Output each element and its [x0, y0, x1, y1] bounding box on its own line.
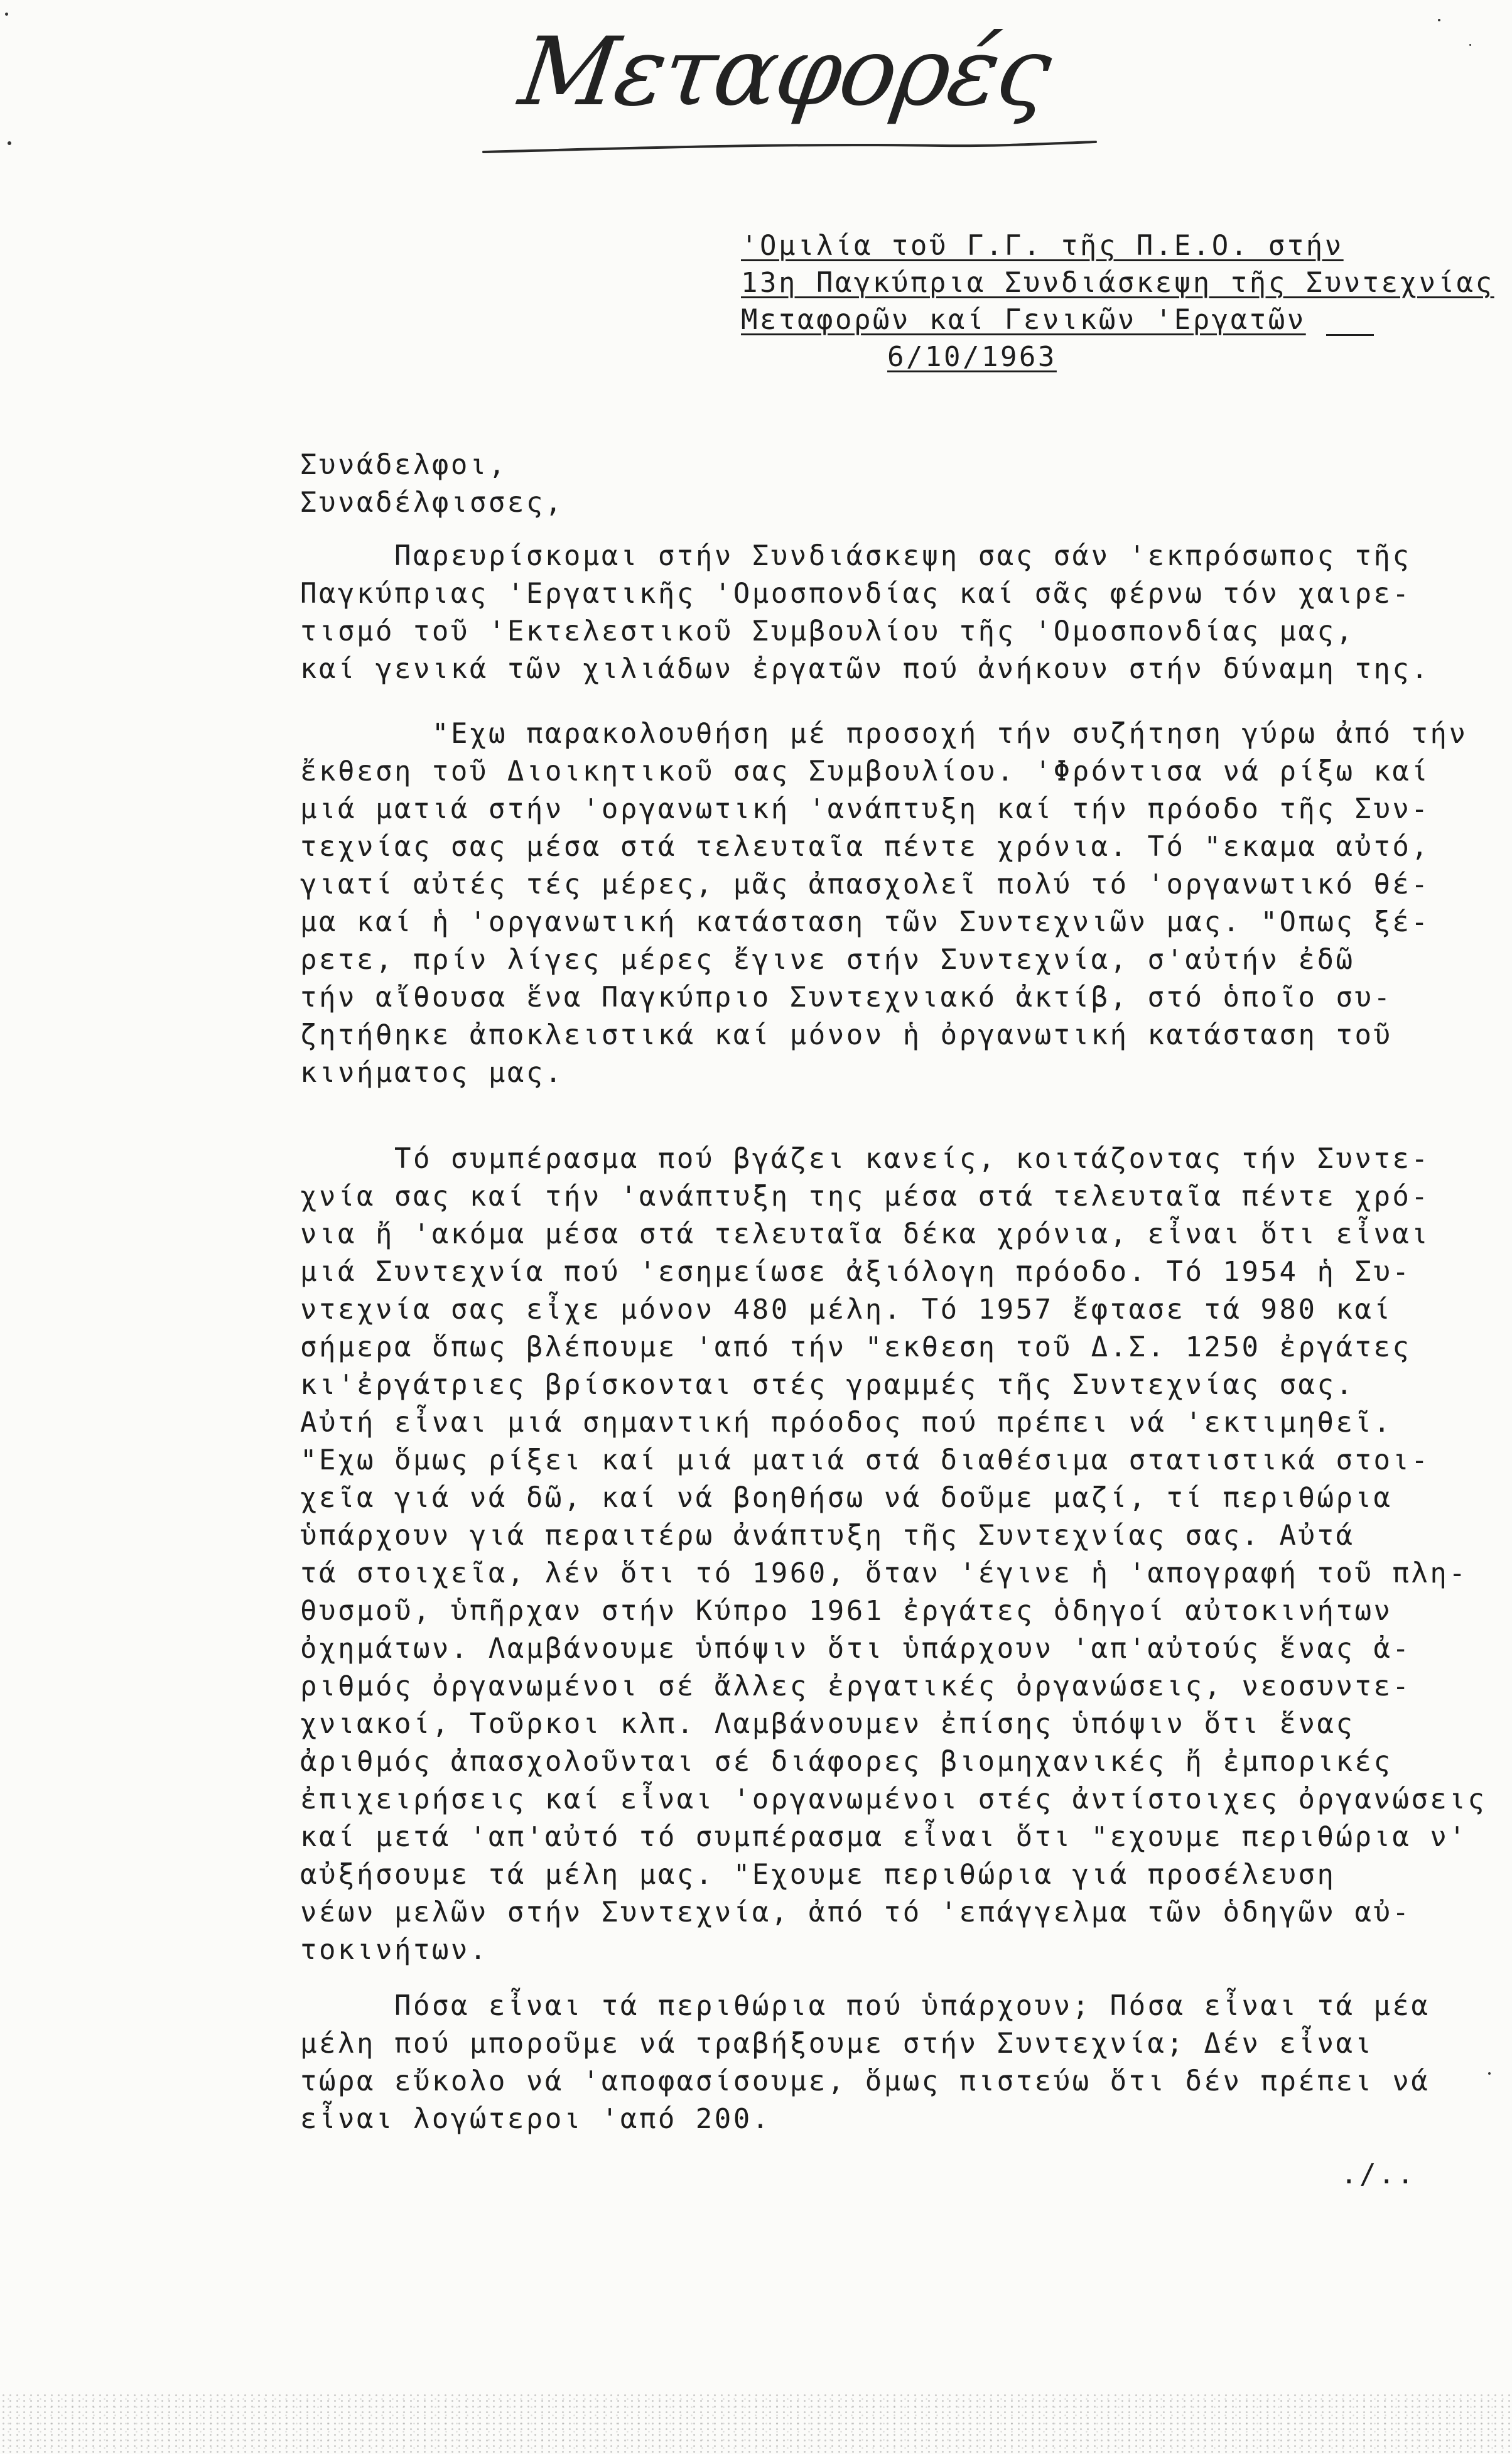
- text-line: "Εχω ὅμως ρίξει καί μιά ματιά στά διαθέσιμα στατιστικά στοι-: [300, 1444, 1430, 1476]
- text-line: χνία σας καί τήν 'ανάπτυξη της μέσα στά τελευταῖα πέντε χρό-: [300, 1181, 1430, 1213]
- scan-speck: [5, 13, 8, 16]
- paragraph-2: [300, 715, 1467, 1092]
- header-line: 'Ομιλία τοῦ Γ.Γ. τῆς Π.Ε.Ο. στήν: [741, 230, 1344, 262]
- text-line: γιατί αὐτές τές μέρες, μᾶς ἀπασχολεῖ πολύ τό 'οργανωτικό θέ-: [300, 868, 1430, 900]
- text-line: σήμερα ὅπως βλέπουμε 'από τήν "εκθεση τοῦ Δ.Σ. 1250 ἐργάτες: [300, 1331, 1412, 1363]
- text-line: κινήματος μας.: [300, 1057, 564, 1089]
- salutation: [300, 446, 564, 522]
- text-line: τεχνίας σας μέσα στά τελευταῖα πέντε χρόνια. Τό "εκαμα αὐτό,: [300, 831, 1430, 863]
- paragraph-1: [300, 538, 1430, 688]
- text-line: μιά Συντεχνία πού 'εσημείωσε ἀξιόλογη πρόοδο. Τό 1954 ἡ Συ-: [300, 1256, 1412, 1288]
- text-line: Πόσα εἶναι τά περιθώρια πού ὑπάρχουν; Πόσα εἶναι τά μέα: [394, 1990, 1430, 2022]
- text-line: Αὐτή εἶναι μιά σημαντική πρόοδος πού πρέπει νά 'εκτιμηθεῖ.: [300, 1407, 1393, 1439]
- text-line: Παγκύπριας 'Εργατικῆς 'Ομοσπονδίας καί σᾶς φέρνω τόν χαιρε-: [300, 578, 1412, 610]
- scan-noise: [0, 2392, 1512, 2454]
- text-line: "Εχω παρακολουθήση μέ προσοχή τήν συζήτηση γύρω ἀπό τήν: [432, 718, 1468, 750]
- text-line: μα καί ἡ 'οργανωτική κατάσταση τῶν Συντεχνιῶν μας. "Οπως ξέ-: [300, 906, 1430, 938]
- text-line: μιά ματιά στήν 'οργανωτική 'ανάπτυξη καί τήν πρόοδο τῆς Συν-: [300, 793, 1430, 825]
- text-line: τά στοιχεῖα, λέν ὅτι τό 1960, ὅταν 'έγινε ἡ 'απογραφή τοῦ πλη-: [300, 1557, 1468, 1589]
- text-line: τισμό τοῦ 'Εκτελεστικοῦ Συμβουλίου τῆς 'Ομοσπονδίας μας,: [300, 615, 1355, 647]
- handwritten-title: Μεταφορές: [513, 18, 1056, 127]
- salutation-line: Συνάδελφοι,: [300, 449, 507, 481]
- text-line: αὐξήσουμε τά μέλη μας. "Εχουμε περιθώρια γιά προσέλευση: [300, 1859, 1336, 1891]
- speech-header: [741, 227, 1494, 376]
- text-line: ρετε, πρίν λίγες μέρες ἔγινε στήν Συντεχνία, σ'αὐτήν ἐδῶ: [300, 944, 1355, 976]
- continuation-mark: [1341, 2156, 1416, 2193]
- paragraph-3: [300, 1140, 1486, 1969]
- text-line: ἐπιχειρήσεις καί εἶναι 'οργανωμένοι στές ἀντίστοιχες ὀργανώσεις: [300, 1783, 1487, 1815]
- text-line: ἔκθεση τοῦ Διοικητικοῦ σας Συμβουλίου. 'Φρόντισα νά ρίξω καί: [300, 755, 1430, 787]
- text-line: χεῖα γιά νά δῶ, καί νά βοηθήσω νά δοῦμε μαζί, τί περιθώρια: [300, 1482, 1393, 1514]
- text-line: καί μετά 'απ'αὐτό τό συμπέρασμα εἶναι ὅτι "εχουμε περιθώρια ν': [300, 1821, 1468, 1853]
- header-line: Μεταφορῶν καί Γενικῶν 'Εργατῶν: [741, 304, 1306, 336]
- text-line: νια ἤ 'ακόμα μέσα στά τελευταῖα δέκα χρόνια, εἶναι ὅτι εἶναι: [300, 1218, 1430, 1250]
- text-line: θυσμοῦ, ὑπῆρχαν στήν Κύπρο 1961 ἐργάτες ὁδηγοί αὐτοκινήτων: [300, 1595, 1393, 1627]
- text-line: τήν αἴθουσα ἕνα Παγκύπριο Συντεχνιακό ἀκτίβ, στό ὁποῖο συ-: [300, 981, 1393, 1013]
- text-line: ριθμός ὀργανωμένοι σέ ἄλλες ἐργατικές ὀργανώσεις, νεοσυντε-: [300, 1670, 1412, 1702]
- text-line: ντεχνία σας εἶχε μόνον 480 μέλη. Τό 1957 ἔφτασε τά 980 καί: [300, 1294, 1393, 1326]
- text-line: ὀχημάτων. Λαμβάνουμε ὑπόψιν ὅτι ὑπάρχουν 'απ'αὐτούς ἕνας ἀ-: [300, 1633, 1412, 1665]
- scan-speck: [1469, 44, 1471, 46]
- text-line: νέων μελῶν στήν Συντεχνία, ἀπό τό 'επάγγελμα τῶν ὁδηγῶν αὐ-: [300, 1896, 1412, 1928]
- scan-speck: [1488, 2072, 1491, 2075]
- text-line: εἶναι λογώτεροι 'από 200.: [300, 2103, 771, 2135]
- header-date: 6/10/1963: [887, 341, 1057, 373]
- text-line: ὑπάρχουν γιά περαιτέρω ἀνάπτυξη τῆς Συντεχνίας σας. Αὐτά: [300, 1520, 1355, 1552]
- text-line: καί γενικά τῶν χιλιάδων ἐργατῶν πού ἀνήκουν στήν δύναμη της.: [300, 653, 1430, 685]
- text-line: ἀριθμός ἀπασχολοῦνται σέ διάφορες βιομηχανικές ἤ ἐμπορικές: [300, 1746, 1393, 1778]
- text-line: μέλη πού μποροῦμε νά τραβήξουμε στήν Συντεχνία; Δέν εἶναι: [300, 2028, 1374, 2060]
- header-underline-extension: [1326, 334, 1374, 336]
- paragraph-4: [300, 1987, 1430, 2138]
- handwritten-underline: [0, 0, 1512, 188]
- text-line: τοκινήτων.: [300, 1934, 489, 1966]
- text-line: Παρευρίσκομαι στήν Συνδιάσκεψη σας σάν 'εκπρόσωπος τῆς: [394, 540, 1412, 572]
- text-line: χνιακοί, Τοῦρκοι κλπ. Λαμβάνουμεν ἐπίσης ὑπόψιν ὅτι ἕνας: [300, 1708, 1355, 1740]
- text-line: τώρα εὔκολο νά 'αποφασίσουμε, ὅμως πιστεύω ὅτι δέν πρέπει νά: [300, 2065, 1430, 2097]
- scan-speck: [8, 141, 11, 145]
- salutation-line: Συναδέλφισσες,: [300, 487, 564, 519]
- header-line: 13η Παγκύπρια Συνδιάσκεψη τῆς Συντεχνίας: [741, 267, 1494, 299]
- text-line: ζητήθηκε ἀποκλειστικά καί μόνον ἡ ὀργανωτική κατάσταση τοῦ: [300, 1019, 1393, 1051]
- text-line: κι'ἐργάτριες βρίσκονται στές γραμμές τῆς Συντεχνίας σας.: [300, 1369, 1355, 1401]
- scan-speck: [1438, 19, 1440, 21]
- text-line: Τό συμπέρασμα πού βγάζει κανείς, κοιτάζοντας τήν Συντε-: [394, 1143, 1430, 1175]
- continuation-text: ./..: [1341, 2158, 1416, 2190]
